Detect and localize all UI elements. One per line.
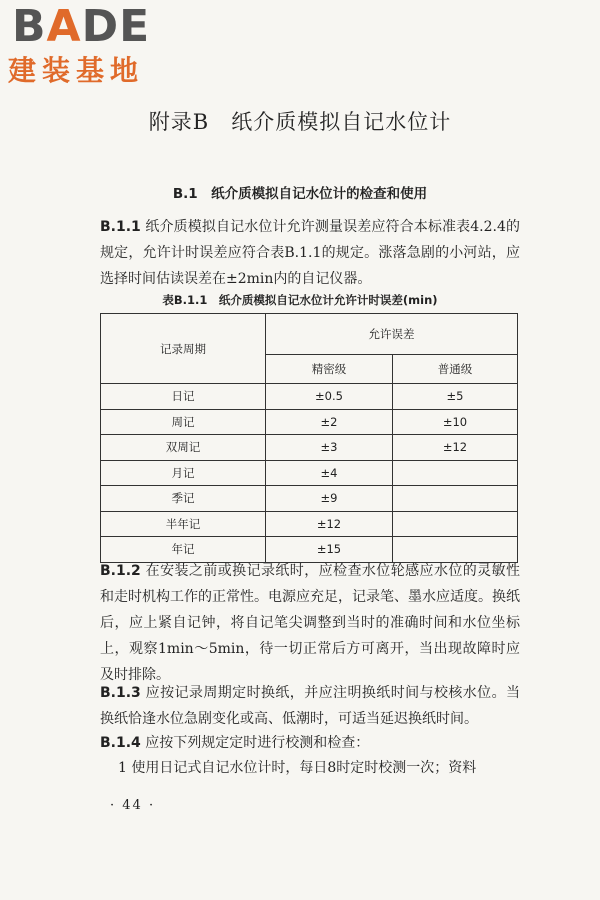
- cell-period: 周记: [101, 409, 266, 435]
- cell-precise: ±2: [266, 409, 393, 435]
- section-title: B.1 纸介质模拟自记水位计的检查和使用: [172, 186, 428, 202]
- clause-number: B.1.4: [100, 735, 141, 751]
- table-row: [101, 486, 518, 512]
- header-record-period: 记录周期: [101, 314, 266, 384]
- header-precise-grade: 精密级: [266, 355, 393, 384]
- cell-ordinary: [393, 511, 518, 537]
- table-row: [101, 435, 518, 461]
- cell-precise: ±4: [266, 460, 393, 486]
- timing-error-table: [100, 313, 518, 563]
- cell-period: 季记: [101, 486, 266, 512]
- brand-logo: [8, 1, 178, 88]
- cell-ordinary: [393, 460, 518, 486]
- cell-precise: ±9: [266, 486, 393, 512]
- clause-b-1-1: [100, 214, 520, 292]
- logo-subtitle: 建装基地: [8, 54, 145, 87]
- page-number: · 44 ·: [110, 798, 156, 813]
- cell-precise: ±0.5: [266, 384, 393, 410]
- table-row: [101, 384, 518, 410]
- cell-ordinary: ±5: [393, 384, 518, 410]
- cell-period: 双周记: [101, 435, 266, 461]
- cell-period: 月记: [101, 460, 266, 486]
- cell-precise: ±3: [266, 435, 393, 461]
- clause-number: B.1.2: [100, 563, 141, 579]
- header-allowed-error: 允许误差: [266, 314, 518, 355]
- clause-b-1-2: [100, 558, 520, 688]
- table-row: [101, 511, 518, 537]
- clause-text: 纸介质模拟自记水位计允许测量误差应符合本标准表4.2.4的规定，允许计时误差应符合表B.1.1的规定。涨落急剧的小河站，应选择时间估读误差在±2min内的自记仪器。: [100, 219, 520, 287]
- cell-period: 半年记: [101, 511, 266, 537]
- logo-wordmark: BADE: [12, 1, 151, 52]
- item-number: 1: [118, 760, 127, 776]
- list-item-1: [118, 755, 520, 781]
- cell-ordinary: ±12: [393, 435, 518, 461]
- cell-ordinary: ±10: [393, 409, 518, 435]
- cell-period: 年记: [101, 537, 266, 563]
- clause-b-1-4: [100, 730, 520, 756]
- clause-number: B.1.1: [100, 219, 141, 235]
- clause-text: 应按记录周期定时换纸，并应注明换纸时间与校核水位。当换纸恰逢水位急剧变化或高、低潮时，可适当延迟换纸时间。: [100, 685, 521, 727]
- appendix-title: 附录B 纸介质模拟自记水位计: [148, 110, 452, 134]
- table-row: [101, 409, 518, 435]
- table-row: [101, 460, 518, 486]
- cell-ordinary: [393, 486, 518, 512]
- cell-period: 日记: [101, 384, 266, 410]
- table-caption: 表B.1.1 纸介质模拟自记水位计允许计时误差(min): [162, 293, 438, 307]
- header-ordinary-grade: 普通级: [393, 355, 518, 384]
- clause-number: B.1.3: [100, 685, 141, 701]
- item-text: 使用日记式自记水位计时，每日8时定时校测一次；资料: [131, 760, 477, 776]
- cell-precise: ±12: [266, 511, 393, 537]
- clause-text: 在安装之前或换记录纸时，应检查水位轮感应水位的灵敏性和走时机构工作的正常性。电源应充足，记录笔、墨水应适度。换纸后，应上紧自记钟，将自记笔尖调整到当时的准确时间和水位坐标上，观察1min～5min，待一切正常后方可离开，当出现故障时应及时排除。: [100, 563, 521, 683]
- clause-b-1-3: [100, 680, 520, 732]
- clause-text: 应按下列规定定时进行校测和检查：: [145, 735, 370, 751]
- cell-precise: ±15: [266, 537, 393, 563]
